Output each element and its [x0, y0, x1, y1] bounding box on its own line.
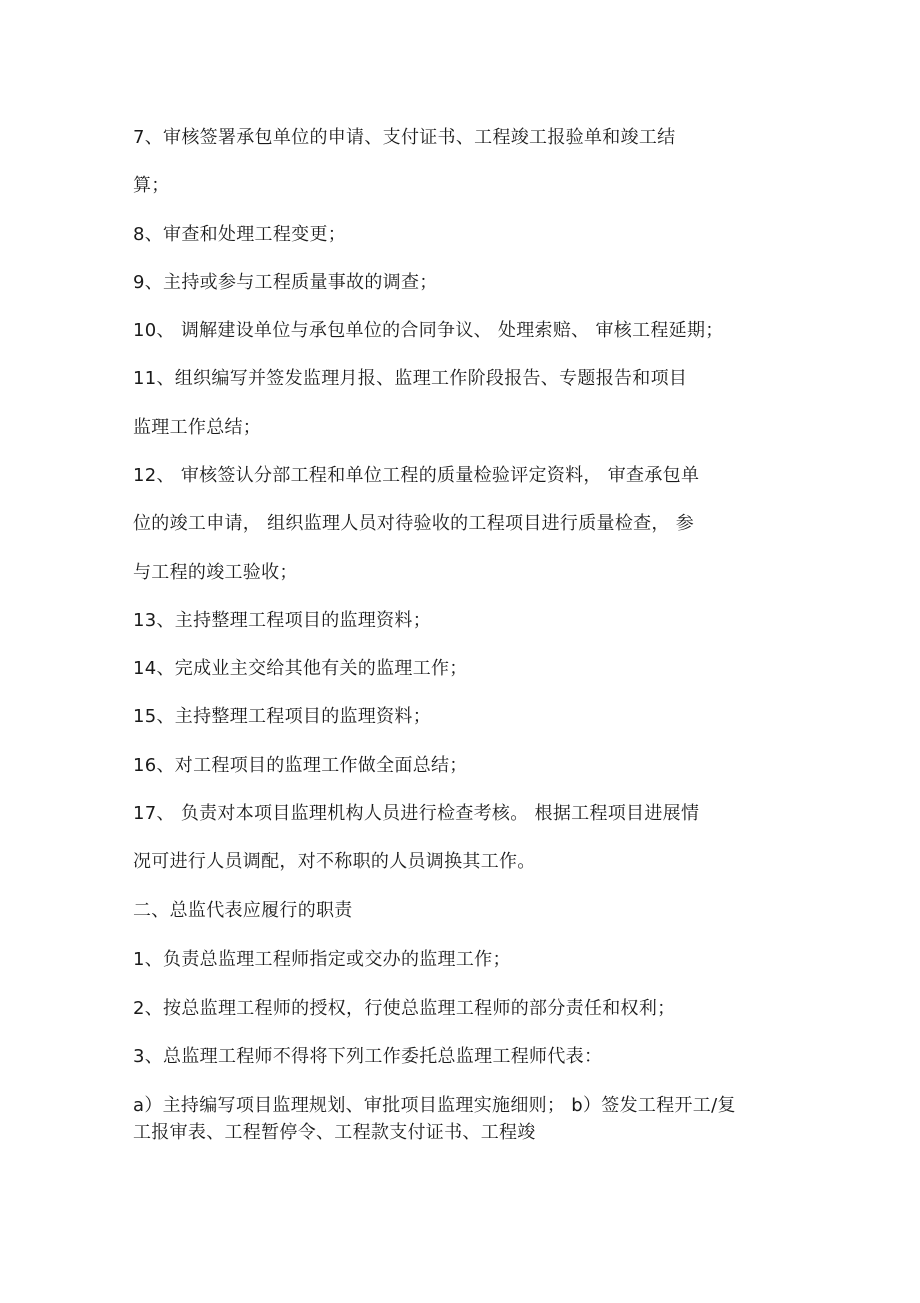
text-line: 15、主持整理工程项目的监理资料； — [133, 706, 432, 727]
text-line: 2、按总监理工程师的授权，行使总监理工程师的部分责任和权利； — [133, 998, 676, 1019]
text-line: 工报审表、工程暂停令、工程款支付证书、工程竣 — [133, 1122, 536, 1143]
text-line: 14、完成业主交给其他有关的监理工作； — [133, 658, 468, 679]
text-line: a）主持编写项目监理规划、审批项目监理实施细则； b）签发工程开工/复 — [133, 1095, 736, 1116]
text-line: 10、 调解建设单位与承包单位的合同争议、 处理索赔、 审核工程延期； — [133, 320, 724, 341]
text-line: 3、总监理工程师不得将下列工作委托总监理工程师代表： — [133, 1046, 603, 1067]
text-line: 位的竣工申请， 组织监理人员对待验收的工程项目进行质量检查， 参 — [133, 513, 695, 534]
text-line: 16、对工程项目的监理工作做全面总结； — [133, 755, 468, 776]
section-heading: 二、总监代表应履行的职责 — [133, 900, 353, 921]
text-line: 13、主持整理工程项目的监理资料； — [133, 610, 432, 631]
text-line: 9、主持或参与工程质量事故的调查； — [133, 272, 438, 293]
text-line: 17、 负责对本项目监理机构人员进行检查考核。 根据工程项目进展情 — [133, 803, 700, 824]
text-line: 11、组织编写并签发监理月报、监理工作阶段报告、专题报告和项目 — [133, 368, 688, 389]
text-line: 12、 审核签认分部工程和单位工程的质量检验评定资料， 审查承包单 — [133, 465, 700, 486]
text-line: 与工程的竣工验收； — [133, 562, 298, 583]
text-line: 算； — [133, 175, 170, 196]
text-line: 况可进行人员调配，对不称职的人员调换其工作。 — [133, 851, 536, 872]
text-line: 8、审查和处理工程变更； — [133, 224, 347, 245]
text-line: 监理工作总结； — [133, 417, 262, 438]
text-line: 1、负责总监理工程师指定或交办的监理工作； — [133, 949, 511, 970]
text-line: 7、审核签署承包单位的申请、支付证书、工程竣工报验单和竣工结 — [133, 127, 676, 148]
